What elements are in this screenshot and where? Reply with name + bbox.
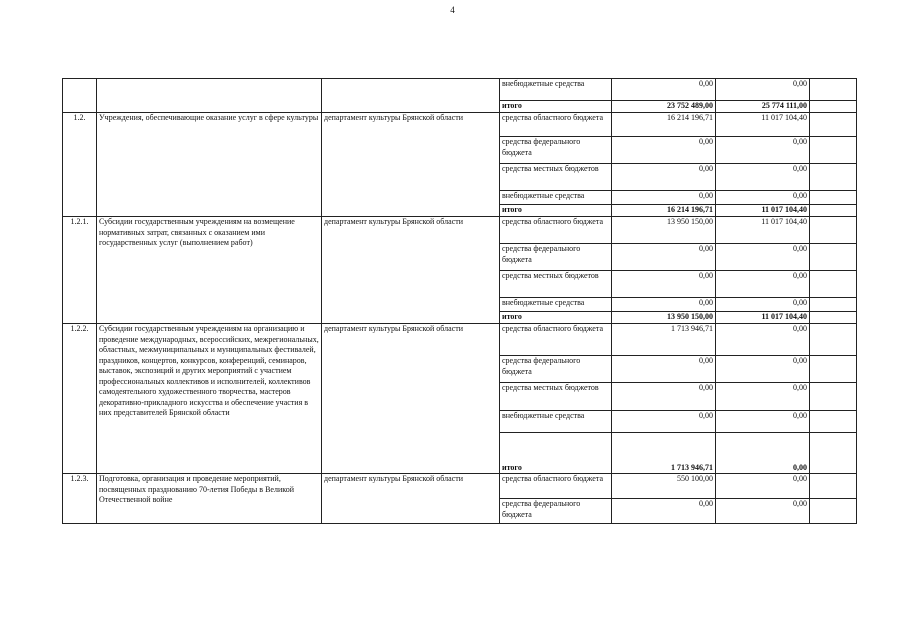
table-row bbox=[63, 79, 857, 101]
table-row bbox=[63, 113, 857, 137]
empty-cell bbox=[810, 164, 857, 191]
amount-value-1: 0,00 bbox=[612, 383, 716, 411]
row-executor: департамент культуры Брянской области bbox=[322, 113, 500, 217]
row-name: Подготовка, организация и проведение мероприятий, посвященных празднованию 70-летия Победы в Великой Отечественной войне bbox=[97, 474, 322, 524]
empty-cell bbox=[810, 191, 857, 205]
page-number: 4 bbox=[450, 5, 455, 15]
amount-value-1: 550 100,00 bbox=[612, 474, 716, 499]
source-label: средства областного бюджета bbox=[500, 217, 612, 244]
amount-value-1: 0,00 bbox=[612, 244, 716, 271]
source-label: итого bbox=[500, 433, 612, 474]
empty-cell bbox=[810, 433, 857, 474]
amount-value-2: 0,00 bbox=[716, 191, 810, 205]
source-label: итого bbox=[500, 205, 612, 217]
empty-cell bbox=[810, 356, 857, 383]
source-label: средства областного бюджета bbox=[500, 324, 612, 356]
row-name bbox=[97, 79, 322, 113]
source-label: внебюджетные средства bbox=[500, 298, 612, 312]
empty-cell bbox=[810, 79, 857, 101]
row-name: Субсидии государственным учреждениям на организацию и проведение международных, всероссийских, межрегиональных, областных, межмуниципальных и муниципальных фестивалей, праздников, концертов, конкурсов, конференций, семинаров, выставок, экспозиций и других мероприятий с участием профессиональных коллективов и исполнителей, коллективов самодеятельного художественного творчества, мастеров декоративно-прикладного искусства и обеспечение участия в них представителей Брянской области bbox=[97, 324, 322, 474]
empty-cell bbox=[810, 244, 857, 271]
empty-cell bbox=[810, 217, 857, 244]
amount-value-1: 0,00 bbox=[612, 164, 716, 191]
budget-table bbox=[62, 78, 857, 524]
empty-cell bbox=[810, 383, 857, 411]
empty-cell bbox=[810, 499, 857, 524]
row-number: 1.2.3. bbox=[63, 474, 97, 524]
amount-value-1: 0,00 bbox=[612, 191, 716, 205]
source-label: внебюджетные средства bbox=[500, 411, 612, 433]
empty-cell bbox=[810, 298, 857, 312]
table-row bbox=[63, 324, 857, 356]
amount-value-2: 0,00 bbox=[716, 499, 810, 524]
amount-value-2: 0,00 bbox=[716, 433, 810, 474]
row-name: Учреждения, обеспечивающие оказание услуг в сфере культуры bbox=[97, 113, 322, 217]
empty-cell bbox=[810, 312, 857, 324]
empty-cell bbox=[810, 474, 857, 499]
source-label: средства областного бюджета bbox=[500, 113, 612, 137]
amount-value-2: 0,00 bbox=[716, 298, 810, 312]
source-label: средства местных бюджетов bbox=[500, 164, 612, 191]
source-label: внебюджетные средства bbox=[500, 79, 612, 101]
source-label: средства местных бюджетов bbox=[500, 271, 612, 298]
amount-value-2: 0,00 bbox=[716, 137, 810, 164]
source-label: средства федерального бюджета bbox=[500, 137, 612, 164]
row-executor: департамент культуры Брянской области bbox=[322, 217, 500, 324]
amount-value-1: 16 214 196,71 bbox=[612, 205, 716, 217]
table-row bbox=[63, 217, 857, 244]
source-label: итого bbox=[500, 101, 612, 113]
source-label: итого bbox=[500, 312, 612, 324]
amount-value-2: 0,00 bbox=[716, 383, 810, 411]
source-label: средства федерального бюджета bbox=[500, 499, 612, 524]
empty-cell bbox=[810, 113, 857, 137]
amount-value-1: 0,00 bbox=[612, 356, 716, 383]
amount-value-1: 0,00 bbox=[612, 499, 716, 524]
empty-cell bbox=[810, 137, 857, 164]
amount-value-2: 0,00 bbox=[716, 244, 810, 271]
empty-cell bbox=[810, 411, 857, 433]
amount-value-2: 11 017 104,40 bbox=[716, 217, 810, 244]
amount-value-2: 0,00 bbox=[716, 271, 810, 298]
amount-value-1: 1 713 946,71 bbox=[612, 433, 716, 474]
row-executor bbox=[322, 79, 500, 113]
amount-value-1: 0,00 bbox=[612, 298, 716, 312]
amount-value-2: 0,00 bbox=[716, 324, 810, 356]
amount-value-2: 25 774 111,00 bbox=[716, 101, 810, 113]
amount-value-1: 0,00 bbox=[612, 137, 716, 164]
amount-value-1: 0,00 bbox=[612, 271, 716, 298]
empty-cell bbox=[810, 324, 857, 356]
source-label: средства федерального бюджета bbox=[500, 244, 612, 271]
amount-value-1: 1 713 946,71 bbox=[612, 324, 716, 356]
row-number: 1.2.1. bbox=[63, 217, 97, 324]
source-label: внебюджетные средства bbox=[500, 191, 612, 205]
row-executor: департамент культуры Брянской области bbox=[322, 324, 500, 474]
amount-value-2: 11 017 104,40 bbox=[716, 113, 810, 137]
amount-value-1: 13 950 150,00 bbox=[612, 217, 716, 244]
row-number: 1.2. bbox=[63, 113, 97, 217]
row-number bbox=[63, 79, 97, 113]
amount-value-2: 0,00 bbox=[716, 79, 810, 101]
amount-value-1: 0,00 bbox=[612, 79, 716, 101]
table-row bbox=[63, 474, 857, 499]
empty-cell bbox=[810, 271, 857, 298]
amount-value-1: 16 214 196,71 bbox=[612, 113, 716, 137]
amount-value-2: 11 017 104,40 bbox=[716, 205, 810, 217]
table-body bbox=[63, 79, 857, 524]
amount-value-2: 0,00 bbox=[716, 164, 810, 191]
amount-value-2: 0,00 bbox=[716, 411, 810, 433]
amount-value-2: 0,00 bbox=[716, 474, 810, 499]
amount-value-2: 0,00 bbox=[716, 356, 810, 383]
amount-value-1: 0,00 bbox=[612, 411, 716, 433]
row-name: Субсидии государственным учреждениям на возмещение нормативных затрат, связанных с оказанием ими государственных услуг (выполнением работ) bbox=[97, 217, 322, 324]
amount-value-1: 13 950 150,00 bbox=[612, 312, 716, 324]
empty-cell bbox=[810, 101, 857, 113]
amount-value-2: 11 017 104,40 bbox=[716, 312, 810, 324]
source-label: средства областного бюджета bbox=[500, 474, 612, 499]
row-executor: департамент культуры Брянской области bbox=[322, 474, 500, 524]
amount-value-1: 23 752 489,00 bbox=[612, 101, 716, 113]
source-label: средства федерального бюджета bbox=[500, 356, 612, 383]
row-number: 1.2.2. bbox=[63, 324, 97, 474]
source-label: средства местных бюджетов bbox=[500, 383, 612, 411]
empty-cell bbox=[810, 205, 857, 217]
